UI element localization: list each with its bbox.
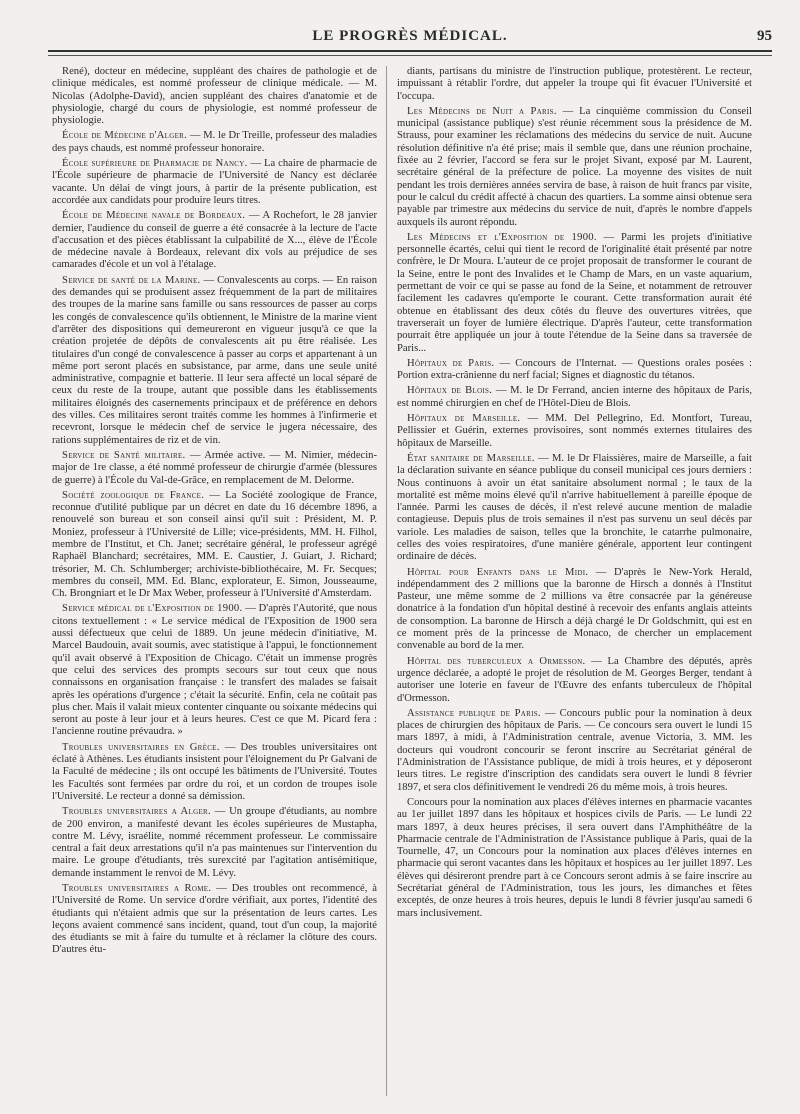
article: Troubles universitaires a Rome. — Des troubles ont recommencé, à l'Université de Rome. Un service d'ordre vérifiait, aux portes, l'identité des étudiants qui n'étaient admis que sur la présentation de leurs cartes. Les leçons avaient commencé sans incident, quand, tout d'un coup, la majorité des étudiants se mit à faire du tumulte et à réclamer la clôture des cours. D'autres étu- (52, 883, 377, 956)
article: État sanitaire de Marseille. — M. le Dr Flaissières, maire de Marseille, a fait la déclaration suivante en séance publique du conseil municipal ces jours derniers : Nous continuons à avoir un état sanitaire absolument normal ; le taux de la mortalité est même moins élevé qu'il n'arrive habituellement à pareille époque de l'année. Parmi les causes de décès, il n'est relevé aucune mention de maladie contagieuse. Depuis plus de trois semaines il n'est pas survenu un seul décès par variole. Les maladies de saison, telles que la bronchite, le catarrhe pulmonaire, celles des voies respiratoires, d'une manière générale, apportent leur contingent ordinaire de décès. (397, 452, 752, 563)
article: École de Médecine navale de Bordeaux. — A Rochefort, le 28 janvier dernier, l'audience du conseil de guerre a été consacrée à la lecture de l'acte d'accusation et des pièces établissant la culpabilité de X..., élève de l'École de médecine navale à Bordeaux, relevant dix vols au préjudice de ses camarades d'école et un vol à l'étalage. (52, 210, 378, 271)
article: Les Médecins de Nuit a Paris. — La cinquième commission du Conseil municipal (assistance publique) s'est réunie récemment sous la présidence de M. Strauss, pour examiner les réclamations des médecins du service de nuit. Aucune résolution définitive n'a été prise; mais il semble que, dans une réunion prochaine, fixée au 2 février, l'accord se fera sur le projet Sivant, exposé par M. Laurent, secrétaire général de la préfecture de police. La moyenne des visites de nuit pendant les trois dernières années servira de base, à raison de huit francs par visite, pour le calcul du crédit affecté à chacun des quartiers. La somme ainsi obtenue sera payable par trimestre aux médecins du service de nuit, d'après le nombre d'appels auxquels ils auront répondu. (397, 105, 753, 228)
header-rule-thick (48, 50, 772, 52)
right-column (397, 66, 752, 923)
journal-title: LE PROGRÈS MÉDICAL. (312, 28, 508, 44)
article: Service médical de l'Exposition de 1900. — D'après l'Autorité, que nous citons textuellement : « Le service médical de l'Exposition de 1900 sera aussi défectueux que celui de 1889. Un jeune médecin d'initiative, M. Marcel Baudouin, avait soumis, avec statistique à l'appui, le fonctionnement qu'il avait observé à l'Exposition de Chicago. C'était un immense progrès que celui des services des prompts secours sur tout ceux que nous connaissons en organisation française : le transfert des malades se faisait après les opérations d'urgence ; c'était la sécurité. Enfin, cela ne coûtait pas plus cher. Mais il valait mieux contenter cinquante ou soixante médecins qui seront au poste à leur jour et à leurs heures. C'est ce que M. Picard fera : l'ancienne routine prévaudra. » (52, 603, 377, 738)
article: Troubles universitaires a Alger. — Un groupe d'étudiants, au nombre de 200 environ, a manifesté devant les écoles supérieures de Mustapha, contre M. Lévy, israélite, nommé récemment professeur. Le commissaire central a fait deux arrestations qu'il n'a pas maintenues sur l'intervention du maire. Le groupe d'étudiants, très surexcité par l'agitation antisémitique, demande instamment le renvoi de M. Lévy. (52, 806, 377, 879)
article: Hôpital pour Enfants dans le Midi. — D'après le New-York Herald, indépendamment des 2 millions que la baronne de Hirsch a donnés à l'Institut Pasteur, une même somme de 2 millions va être consacrée par la généreuse donatrice à la fondation d'un hôpital destiné à recevoir des enfants anglais atteints de consomption. La baronne de Hirsch a déjà chargé le Dr Goldschmitt, qui est en ce moment près de la princesse de Monaco, de chercher un emplacement convenable au bord de la mer. (397, 566, 752, 652)
left-column (52, 66, 377, 960)
page-number: 95 (757, 28, 772, 44)
article: Concours pour la nomination aux places d'élèves internes en pharmacie vacantes au 1er juillet 1897 dans les hôpitaux et hospices civils de Paris. — Le lundi 22 mars 1897, à deux heures précises, il sera ouvert dans l'Amphithéâtre de la Pharmacie centrale de l'Administration de l'Assistance publique à Paris, quai de la Tournelle, 47, un Concours pour la nomination aux places d'élèves internes en pharmacie qui seront vacantes dans les hôpitaux et hospices au 1er juillet 1897. Les élèves qui désireront prendre part à ce Concours seront admis à se faire inscrire au Secrétariat général de l'Administration, tous les jours, les dimanches et fêtes exceptés, de onze heures à trois heures, depuis le lundi 8 février jusqu'au samedi 6 mars inclusivement. (397, 796, 752, 919)
article: Société zoologique de France. — La Société zoologique de France, reconnue d'utilité publique par un décret en date du 16 décembre 1896, a renouvelé son bureau et son conseil ainsi qu'il suit : Président, M. P. Moniez, professeur à l'Université de Lille; vice-présidents, MM. H. Filhol, membre de l'Institut, et Ch. Janet; secrétaire général, le professeur agrégé Raphaël Blanchard; secrétaires, MM. E. Caustier, J. Guiart, J. Richard; trésorier, M. Ch. Schlumberger; archiviste-bibliothécaire, M. Fr. Secques; membres du conseil, MM. Ed. Blanc, explorateur, E. Simon, Jousseaume, Ch. Brongniart et le Dr Max Weber, professeur à l'Université d'Amsterdam. (52, 489, 377, 600)
header-rule-thin (48, 55, 772, 56)
article: École supérieure de Pharmacie de Nancy. — La chaire de pharmacie de l'École supérieure de pharmacie de l'Université de Nancy est déclarée vacante. Un délai de vingt jours, à partir de la présente publication, est accordée aux candidats pour produire leurs titres. (52, 158, 377, 206)
article: René), docteur en médecine, suppléant des chaires de pathologie et de clinique médicales, est nommé professeur de clinique médicale. — M. Nicolas (Adolphe-David), ancien suppléant des chaires d'anatomie et de physiologie, chargé du cours de physiologie, est nommé professeur de physiologie. (52, 66, 377, 127)
article: Service de santé de la Marine. — Convalescents au corps. — En raison des demandes qui se produisent assez fréquemment de la part de militaires des troupes de la marine sans famille ou sans ressources de passer au corps les congés de convalescence qu'ils obtiennent, le Ministre de la marine vient d'arrêter des dispositions qui demeureront en vigueur jusqu'à ce que la création projetée de dépôts de convalescents ait pu être réalisée. Les titulaires d'un congé de convalescence à passer au corps et appartenant à un même port seront placés en subsistance, par arme, dans une seule unité administrative, compagnie et batterie. Il leur sera affecté un local séparé de ceux du reste de la troupe, autant que possible dans les établissements militaires éloignés des casernements principaux et de préférence en dehors des villes. Ces militaires seront traités comme les hommes à l'infirmerie et recevront, lorsque le médecin chef de service le jugera nécessaire, des rations supplémentaires de riz et de vin. (52, 274, 378, 446)
article: diants, partisans du ministre de l'instruction publique, protestèrent. Le recteur, impuissant à rétablir l'ordre, dut appeler la troupe qui fit évacuer l'Université et l'occupa. (397, 66, 752, 102)
article: Service de Santé militaire. — Armée active. — M. Nimier, médecin-major de 1re classe, a été nommé professeur de chirurgie d'armée (blessures de guerre) à l'École du Val-de-Grâce, en remplacement de M. Delorme. (52, 449, 377, 486)
article: Troubles universitaires en Grèce. — Des troubles universitaires ont éclaté à Athènes. Les étudiants insistent pour l'éloignement du Pr Galvani de la Faculté de médecine ; ils ont occupé les bâtiments de l'Université. Toutes les Facultés sont fermées par ordre du roi, et un cordon de troupes isole l'Université. Le recteur a donné sa démission. (52, 741, 377, 802)
article: Hôpitaux de Blois. — M. le Dr Ferrand, ancien interne des hôpitaux de Paris, est nommé chirurgien en chef de l'Hôtel-Dieu de Blois. (397, 385, 753, 409)
article: Hôpitaux de Paris. — Concours de l'Internat. — Questions orales posées : Portion extra-crânienne du nerf facial; Signes et diagnostic du tétanos. (397, 357, 752, 382)
article: Les Médecins et l'Exposition de 1900. — Parmi les projets d'initiative personnelle écartés, celui qui tient le record de l'originalité était présenté par notre confrère, le Dr Moura. L'auteur de ce projet proposait de transformer le courant de la Seine, entre le pont des Invalides et le Champ de Mars, en un vaste aquarium, permettant de voir ce qui se passe au fond de la Seine, et notamment de retrouver facilement les cadavres qu'emporte le courant. Cette transformation aurait été obtenue en établissant des deux côtés du fleuve des ouvertures vitrées, que traverserait un foyer de lumière électrique. D'après l'auteur, cette transformation pourrait être appliquée un jour à toute l'étendue de la Seine dans sa traversée de Paris... (397, 231, 753, 354)
article: Hôpital des tuberculeux a Ormesson. — La Chambre des députés, après urgence déclarée, a adopté le projet de résolution de M. Georges Berger, tendant à autoriser une loterie en faveur de l'Œuvre des enfants tuberculeux de l'hôpital d'Ormesson. (397, 655, 752, 704)
article: Hôpitaux de Marseille. — MM. Del Pellegrino, Ed. Montfort, Tureau, Pellissier et Guérin, externes provisoires, sont nommés externes titulaires des hôpitaux de Marseille. (397, 413, 752, 449)
article: École de Médecine d'Alger. — M. le Dr Treille, professeur des maladies des pays chauds, est nommé professeur honoraire. (52, 130, 377, 154)
page-header (48, 28, 772, 50)
column-divider (386, 66, 387, 1096)
article: Assistance publique de Paris. — Concours public pour la nomination à deux places de chirurgien des hôpitaux de Paris. — Ce concours sera ouvert le lundi 15 mars 1897, à midi, à l'Administration centrale, avenue Victoria, 3. MM. les docteurs qui voudront concourir se feront inscrire au Secrétariat général de l'Administration de l'Assistance publique, de midi à trois heures, et y déposeront leurs titres. Le registre d'inscription des candidats sera ouvert le lundi 8 février 1897, et sera clos définitivement le vendredi 26 du même mois, à trois heures. (397, 707, 752, 793)
